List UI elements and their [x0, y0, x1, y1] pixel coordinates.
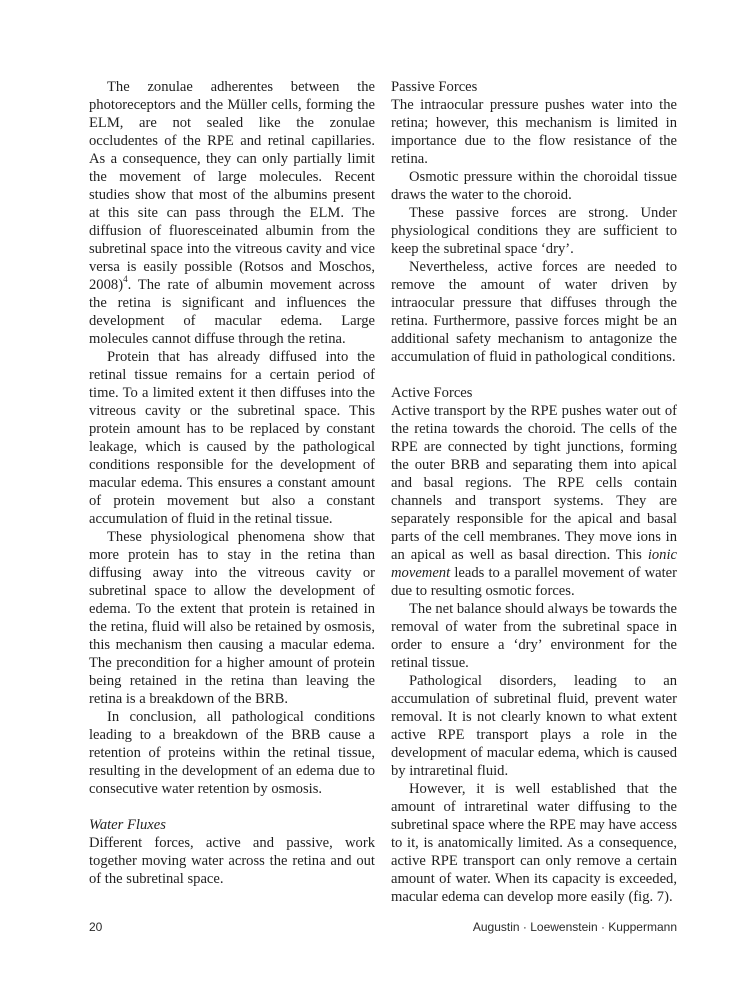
heading-passive-forces: Passive Forces	[391, 79, 478, 95]
reference-superscript: 4	[123, 274, 128, 285]
paragraph-zonulae-text: The zonulae adherentes between the photoreceptors and the Müller cells, forming the ELM, are not sealed like the zonulae occludentes of the RPE and retinal capillaries. As a consequence, they can only partially limit the movement of large molecules. Recent studies show that most of the albumins present at this site can pass through the ELM. The diffusion of fluoresceinated albumin from the subretinal space into the vitreous cavity and vice versa is easily possible (Rotsos and Moschos, 2008)	[89, 79, 375, 293]
paragraph-protein: Protein that has already diffused into the retinal tissue remains for a certain period of time. To a limited extent it then diffuses into the vitreous cavity or the subretinal space. This protein amount has to be replaced by constant leakage, which is caused by the pathological conditions responsible for the development of macular edema. This ensures a constant amount of protein movement but also a constant accumulation of fluid in the retinal tissue.	[89, 349, 375, 527]
paragraph-conclusion: In conclusion, all pathological conditions leading to a breakdown of the BRB cause a retention of proteins within the retinal tissue, resulting in the development of an edema due to consecutive water retention by osmosis.	[89, 709, 375, 797]
paragraph-however: However, it is well established that the amount of intraretinal water diffusing to the subretinal space where the RPE may have access to it, is anatomically limited. As a consequence, active RPE transport can only remove a certain amount of water. When its capacity is exceeded, macular edema can develop more easily (fig. 7).	[391, 781, 677, 905]
paragraph-osmotic: Osmotic pressure within the choroidal tissue draws the water to the choroid.	[391, 169, 677, 203]
paragraph-nevertheless: Nevertheless, active forces are needed to remove the amount of water driven by intraocular pressure that diffuses through the retina. Furthermore, passive forces might be an additional safety mechanism to antagonize the accumulation of fluid in pathological conditions.	[391, 259, 677, 365]
paragraph-passive-strong: These passive forces are strong. Under physiological conditions they are sufficient to keep the subretinal space ‘dry’.	[391, 205, 677, 257]
paragraph-active-transport	[391, 402, 677, 600]
paragraph-net-balance: The net balance should always be towards the removal of water from the subretinal space in order to ensure a ‘dry’ environment for the retinal tissue.	[391, 601, 677, 671]
paragraph-active-transport-tail: leads to a parallel movement of water due to resulting osmotic forces.	[391, 565, 677, 599]
paragraph-zonulae-tail: . The rate of albumin movement across the retina is significant and influences the development of macular edema. Large molecules cannot diffuse through the retina.	[89, 277, 375, 347]
running-authors: Augustin · Loewenstein · Kuppermann	[472, 920, 677, 934]
section-gap	[89, 798, 375, 816]
paragraph-active-transport-text: Active transport by the RPE pushes water out of the retina towards the choroid. The cells of the RPE are connected by tight junctions, forming the outer BRB and separating them into apical and basal regions. The RPE cells contain channels and transport systems. They are separately responsible for the apical and basal parts of the cell membranes. They move ions in an apical as well as basal direction. This	[391, 403, 677, 563]
right-column	[391, 78, 677, 906]
paragraph-forces: Different forces, active and passive, work together moving water across the retina and out of the subretinal space.	[89, 835, 375, 887]
paragraph-zonulae	[89, 78, 375, 348]
page-number: 20	[89, 920, 103, 934]
heading-active-forces: Active Forces	[391, 385, 473, 401]
paragraph-phenomena: These physiological phenomena show that more protein has to stay in the retina than diffusing away into the vitreous cavity or subretinal space to allow the development of edema. To the extent that protein is retained in the retina, fluid will also be retained by osmosis, this mechanism then causing a macular edema. The precondition for a higher amount of protein being retained in the retina than leaving the retina is a breakdown of the BRB.	[89, 529, 375, 707]
left-column	[89, 78, 375, 888]
paragraph-intraocular: The intraocular pressure pushes water into the retina; however, this mechanism is limited in importance due to the flow resistance of the retina.	[391, 97, 677, 167]
paragraph-pathological: Pathological disorders, leading to an accumulation of subretinal fluid, prevent water removal. It is not clearly known to what extent active RPE transport plays a role in the development of macular edema, which is caused by intraretinal fluid.	[391, 673, 677, 779]
section-gap	[391, 366, 677, 384]
ionic-movement-emphasis: ionic movement	[391, 547, 677, 581]
heading-water-fluxes: Water Fluxes	[89, 817, 166, 833]
